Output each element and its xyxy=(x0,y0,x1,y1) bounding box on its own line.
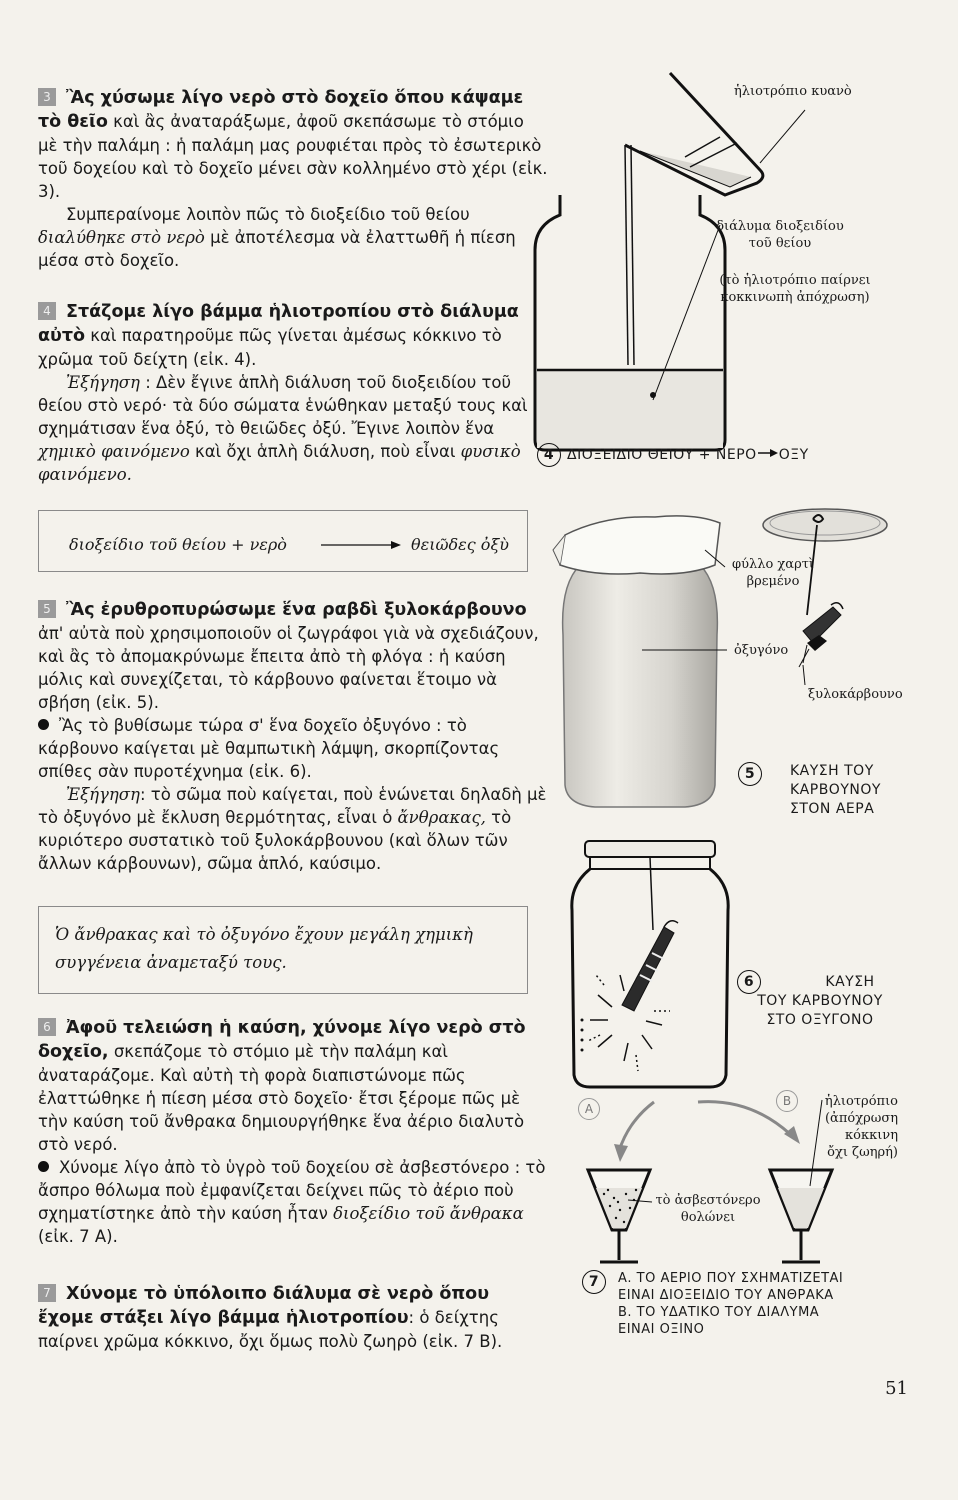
figure-6-drawing xyxy=(560,835,740,1095)
figure-7-number xyxy=(582,1270,612,1294)
figure-4-title-after: ΟΞΥ xyxy=(778,447,809,463)
figure-6-title-line-3: ΣΤΟ ΟΞΥΓΟΝΟ xyxy=(766,1012,874,1028)
wire xyxy=(650,857,653,930)
burning-charcoal xyxy=(622,921,678,1011)
caption-a-line-1: Α. ΤΟ ΑΕΡΙΟ ΠΟΥ ΣΧΗΜΑΤΙΖΕΤΑΙ xyxy=(618,1271,844,1286)
conclusion-emphasis: διαλύθηκε στὸ νερὸ xyxy=(38,228,205,247)
figure-number-4: 4 xyxy=(537,443,561,467)
conclusion-text: Συμπεραίνομε λοιπὸν πῶς τὸ διοξείδιο τοῦ θείου xyxy=(66,205,470,224)
label-oxygen: ὀξυγόνο xyxy=(734,643,789,658)
pour-stream xyxy=(625,145,628,365)
charcoal-stick xyxy=(799,603,843,667)
caption-a-line-2: ΕΙΝΑΙ ΔΙΟΞΕΙΔΙΟ ΤΟΥ ΑΝΘΡΑΚΑ xyxy=(618,1288,834,1303)
section-4 xyxy=(38,300,548,486)
bullet-icon xyxy=(38,1161,49,1172)
figure-4-drawing xyxy=(525,55,945,475)
explanation-label: Ἐξήγηση xyxy=(66,785,140,804)
glass-jar xyxy=(563,565,718,807)
section-6 xyxy=(38,1016,548,1248)
label-note xyxy=(700,272,890,306)
wet-paper xyxy=(560,516,720,574)
physical-phenomenon: φυσικὸ φαινόμενο. xyxy=(38,442,521,484)
glass-a xyxy=(588,1170,650,1262)
glass-b xyxy=(770,1170,832,1262)
equation-box xyxy=(38,510,528,572)
arrow-icon xyxy=(757,447,779,459)
figure-6-title xyxy=(740,973,900,1030)
figure-5-title-text xyxy=(790,762,881,819)
section-3 xyxy=(38,86,548,272)
section-number: 3 xyxy=(38,88,56,106)
section-lead: Ἀφοῦ τελειώση ἡ καύση, χύνομε λίγο νερὸ στὸ δοχεῖο, xyxy=(38,1018,526,1062)
figure-4-title xyxy=(537,443,809,467)
section-lead: Ἂς ἐρυθροπυρώσωμε ἕνα ραβδὶ ξυλοκάρβουνο xyxy=(66,600,527,620)
carbon-dioxide-term: διοξείδιο τοῦ ἄνθρακα xyxy=(333,1204,524,1223)
label-solution xyxy=(700,218,860,252)
principle-text: Ὁ ἄνθρακας καὶ τὸ ὀξυγόνο ἔχουν μεγάλη χημικὴ συγγένεια ἀναμεταξύ τους. xyxy=(55,925,473,972)
figure-5-title-line-3: ΣΤΟΝ ΑΕΡΑ xyxy=(790,801,875,817)
section-number: 6 xyxy=(38,1018,56,1036)
arrow-to-a xyxy=(620,1102,654,1148)
figure-number-6: 6 xyxy=(737,970,761,994)
section-7 xyxy=(38,1282,548,1353)
conclusion-text-end: μὲ ἀποτέλεσμα νὰ ἐλαττωθῆ ἡ πίεση μέσα στὸ δοχεῖο. xyxy=(38,228,516,270)
text-column xyxy=(38,0,548,1500)
figure-6-title-line-2: ΤΟΥ ΚΑΡΒΟΥΝΟΥ xyxy=(757,993,883,1009)
label-litmus-line-4: ὄχι ζωηρή) xyxy=(827,1145,898,1160)
label-lime-line-1: τὸ ἀσβεστόνερο xyxy=(655,1193,761,1208)
section-lead: Στάζομε λίγο βάμμα ἡλιοτροπίου στὸ διάλυμα αὐτὸ xyxy=(38,302,519,346)
equation-left: διοξείδιο τοῦ θείου + νερὸ xyxy=(69,535,287,554)
bullet-text: Χύνομε λίγο ἀπὸ τὸ ὑγρὸ τοῦ δοχείου σὲ ἀσβεστόνερο : τὸ ἄσπρο θόλωμα ποὺ ἐμφανίζεται δείχνει πῶς τὸ ἀέριο ποὺ σχηματίστηκε ἀπὸ τὴν καύση ἦταν xyxy=(38,1158,546,1223)
marker-b: B xyxy=(776,1090,798,1112)
label-charcoal: ξυλοκάρβουνο xyxy=(808,687,903,702)
label-paper xyxy=(718,556,828,590)
bullet-icon xyxy=(38,719,49,730)
bullet-text-end: (εἰκ. 7 Α). xyxy=(38,1227,118,1246)
section-lead: Χύνομε τὸ ὑπόλοιπο διάλυμα σὲ νερὸ ὅπου ἔχομε στάξει λίγο βάμμα ἡλιοτροπίου xyxy=(38,1284,490,1328)
marker-a: A xyxy=(578,1098,600,1120)
explanation-text-cont: τὸ κυριότερο συστατικὸ τοῦ ξυλοκάρβουνου (καὶ ὅλων τῶν ἄλλων κάρβουνων), σῶμα ἁπλό, καύσιμο. xyxy=(38,808,512,873)
figure-4-title-text: ΔΙΟΞΕΙΔΙΟ ΘΕΙΟΥ + ΝΕΡΟ xyxy=(567,447,757,463)
figure-5-title-line-2: ΚΑΡΒΟΥΝΟΥ xyxy=(790,782,881,798)
caption-b-line-1: Β. ΤΟ ΥΔΑΤΙΚΟ ΤΟΥ ΔΙΑΛΥΜΑ xyxy=(618,1305,820,1320)
label-note-line-2: κοκκινωπὴ ἀπόχρωση) xyxy=(720,290,870,305)
section-5 xyxy=(38,598,548,875)
label-solution-line-2: τοῦ θείου xyxy=(748,236,812,251)
figure-number-5: 5 xyxy=(738,762,762,786)
arrow-to-b xyxy=(698,1102,790,1134)
carbon-term: ἄνθρακας, xyxy=(397,808,486,827)
label-lime-line-2: θολώνει xyxy=(680,1210,736,1225)
explanation-text: : Δὲν ἔγινε ἁπλὴ διάλυση τοῦ διοξειδίου τοῦ θείου στὸ νερό· τὰ δύο σώματα ἑνώθηκαν μεταξύ τους καὶ σχημάτισαν ἕνα ὀξύ, τὸ θειῶδες ὀξύ. Ἔγινε λοιπὸν ἕνα xyxy=(38,373,528,438)
section-text: : ὁ δείχτης παίρνει χρῶμα κόκκινο, ὄχι ὅμως πολὺ ζωηρὸ (εἰκ. 7 Β). xyxy=(38,1308,503,1351)
figure-5-title xyxy=(738,762,768,786)
section-number: 5 xyxy=(38,600,56,618)
liquid xyxy=(537,370,723,448)
label-paper-line-2: βρεμένο xyxy=(746,574,800,589)
sparks xyxy=(588,975,670,1071)
leader-line xyxy=(760,110,805,163)
figure-7-caption xyxy=(618,1270,843,1338)
principle-box xyxy=(38,906,528,994)
label-solution-line-1: διάλυμα διοξειδίου xyxy=(716,219,844,234)
equation-right: θειῶδες ὀξὺ xyxy=(411,535,509,554)
label-litmus-line-3: κόκκινη xyxy=(845,1128,898,1143)
section-lead: Ἂς χύσωμε λίγο νερὸ στὸ δοχεῖο ὅπου κάψαμε τὸ θεῖο xyxy=(38,88,524,132)
section-number: 4 xyxy=(38,302,56,320)
label-litmus-line-1: ἡλιοτρόπιο xyxy=(824,1094,898,1109)
explanation-text: : τὸ σῶμα ποὺ καίγεται, ποὺ ἑνώνεται δηλαδὴ μὲ τὸ ὀξυγόνο μὲ ἔκλυση θερμότητας, εἶναι ὁ xyxy=(38,785,547,827)
section-text: σκεπάζομε τὸ στόμιο μὲ τὴν παλάμη καὶ ἀναταράζομε. Καὶ αὐτὴ τὴ φορὰ διαπιστώνομε πῶς ἐλαττώθηκε ἡ πίεση μέσα στὸ δοχεῖο· ἔτσι ξέρομε πῶς μὲ τὴν καύση τοῦ ἄνθρακα δημιουργήθηκε ἕνα ἀέριο διαλυτὸ στὸ νερό. xyxy=(38,1042,525,1154)
explanation-text-cont: καὶ ὄχι ἁπλὴ διάλυση, ποὺ εἶναι xyxy=(189,442,461,461)
label-limewater xyxy=(648,1192,768,1226)
label-note-line-1: (τὸ ἡλιοτρόπιο παίρνει xyxy=(719,273,871,288)
figure-number-7: 7 xyxy=(582,1270,606,1294)
section-text: καὶ ἂς ἀναταράξωμε, ἀφοῦ σκεπάσωμε τὸ στόμιο μὲ τὴν παλάμη : ἡ παλάμη μας ρουφιέται πρὸς τὸ ἐσωτερικὸ τοῦ δοχείου καὶ τὸ δοχεῖο μένει σὰν κολλημένο στὸ χέρι (εἰκ. 3). xyxy=(38,112,548,201)
chemical-phenomenon: χημικὸ φαινόμενο xyxy=(38,442,190,461)
jar-lid xyxy=(585,841,715,857)
figure-6-title-line-1: ΚΑΥΣΗ xyxy=(825,974,875,990)
caption-b-line-2: ΕΙΝΑΙ ΟΞΙΝΟ xyxy=(618,1322,705,1337)
section-text: καὶ παρατηροῦμε πῶς γίνεται ἀμέσως κόκκινο τὸ χρῶμα τοῦ δείχτη (εἰκ. 4). xyxy=(38,326,502,369)
section-number: 7 xyxy=(38,1284,56,1302)
label-paper-line-1: φύλλο χαρτὶ xyxy=(731,557,815,572)
label-litmus-line-2: (ἀπόχρωση xyxy=(824,1111,898,1126)
label-indicator: ἡλιοτρόπιο κυανὸ xyxy=(734,84,852,99)
label-litmus xyxy=(818,1093,898,1161)
figure-5-title-line-1: ΚΑΥΣΗ ΤΟΥ xyxy=(790,763,874,779)
bullet-text: Ἂς τὸ βυθίσωμε τώρα σ' ἕνα δοχεῖο ὀξυγόνο : τὸ κάρβουνο καίγεται μὲ θαμπωτικὴ λάμψη, σκορπίζοντας σπίθες σὰν πυροτέχνημα (εἰκ. 6). xyxy=(38,716,500,781)
page-number: 51 xyxy=(885,1378,908,1399)
paper-disc xyxy=(763,509,887,541)
explanation-label: Ἐξήγηση xyxy=(66,373,140,392)
section-text: ἀπ' αὐτὰ ποὺ χρησιμοποιοῦν οἱ ζωγράφοι γιὰ νὰ σχεδιάζουν, καὶ ἂς τὸ ἀπομακρύνωμε ἔπειτα ἀπὸ τὴ φλόγα : ἡ καύση μόλις καὶ συνεχίζεται, τὸ κάρβουνο φαίνεται ἕτοιμο νὰ σβήση (εἰκ. 5). xyxy=(38,624,539,712)
